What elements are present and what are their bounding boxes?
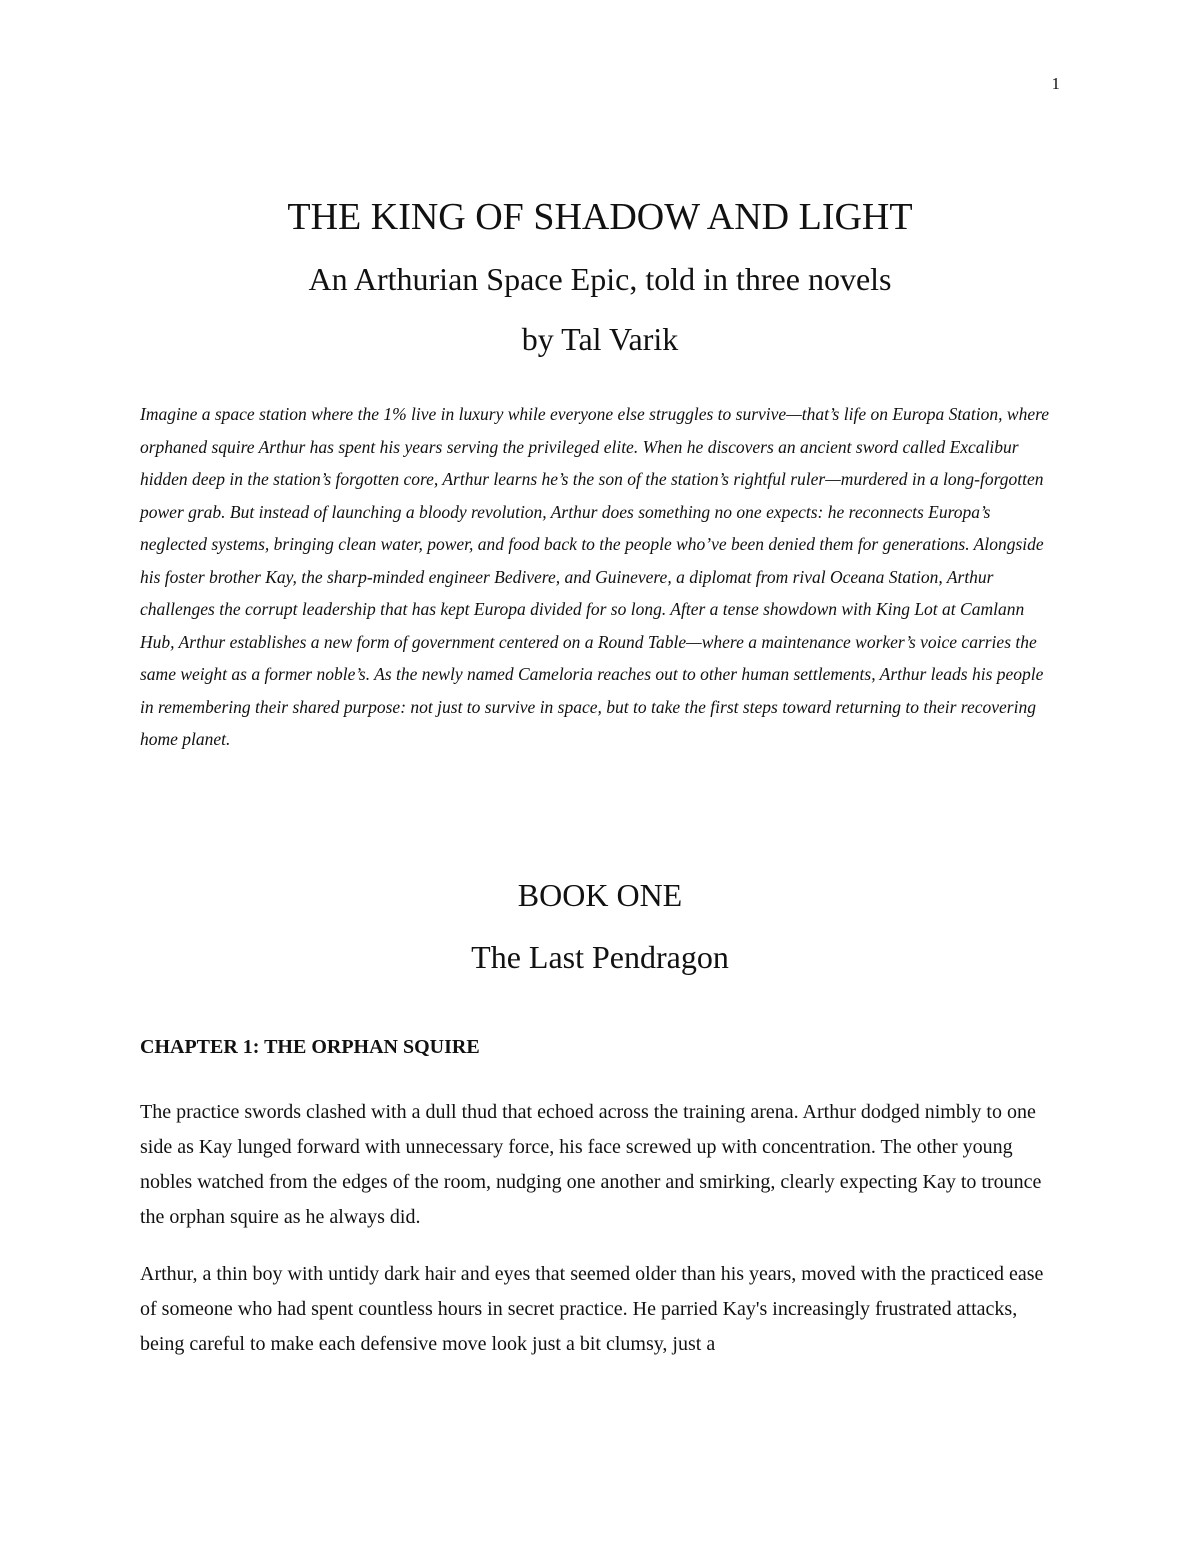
main-title: THE KING OF SHADOW AND LIGHT	[287, 196, 913, 238]
body-paragraph: Arthur, a thin boy with untidy dark hair and eyes that seemed older than his years, moved with the practiced ease of someone who had spent countless hours in secret practice. He parried Kay's increasingly frustrated attacks, being careful to make each defensive move look just a bit clumsy, just a	[140, 1263, 1044, 1355]
chapter-heading: CHAPTER 1: THE ORPHAN SQUIRE	[140, 1036, 480, 1058]
subtitle: An Arthurian Space Epic, told in three novels	[308, 261, 892, 297]
page-number: 1	[1051, 74, 1060, 93]
title-block	[140, 192, 1060, 362]
book-heading: BOOK ONE	[517, 877, 683, 913]
author-line: by Tal Varik	[521, 321, 679, 357]
blurb-paragraph: Imagine a space station where the 1% live in luxury while everyone else struggles to survive—that’s life on Europa Station, where orphaned squire Arthur has spent his years serving the privileged elite. When he discovers an ancient sword called Excalibur hidden deep in the station’s forgotten core, Arthur learns he’s the son of the station’s rightful ruler—murdered in a long-forgotten power grab. But instead of launching a bloody revolution, Arthur does something no one expects: he reconnects Europa’s neglected systems, bringing clean water, power, and food back to the people who’ve been denied them for generations. Alongside his foster brother Kay, the sharp-minded engineer Bedivere, and Guinevere, a diplomat from rival Oceana Station, Arthur challenges the corrupt leadership that has kept Europa divided for so long. After a tense showdown with King Lot at Camlann Hub, Arthur establishes a new form of government centered on a Round Table—where a maintenance worker’s voice carries the same weight as a former noble’s. As the newly named Cameloria reaches out to other human settlements, Arthur leads his people in remembering their shared purpose: not just to survive in space, but to take the first steps toward returning to their recovering home planet.	[140, 404, 1050, 749]
book-heading-block	[140, 872, 1060, 980]
body-paragraph: The practice swords clashed with a dull thud that echoed across the training arena. Arthur dodged nimbly to one side as Kay lunged forward with unnecessary force, his face screwed up with concentration. The other young nobles watched from the edges of the room, nudging one another and smirking, clearly expecting Kay to trounce the orphan squire as he always did.	[140, 1101, 1042, 1228]
chapter-body	[140, 1095, 1060, 1384]
book-subtitle: The Last Pendragon	[471, 939, 729, 975]
